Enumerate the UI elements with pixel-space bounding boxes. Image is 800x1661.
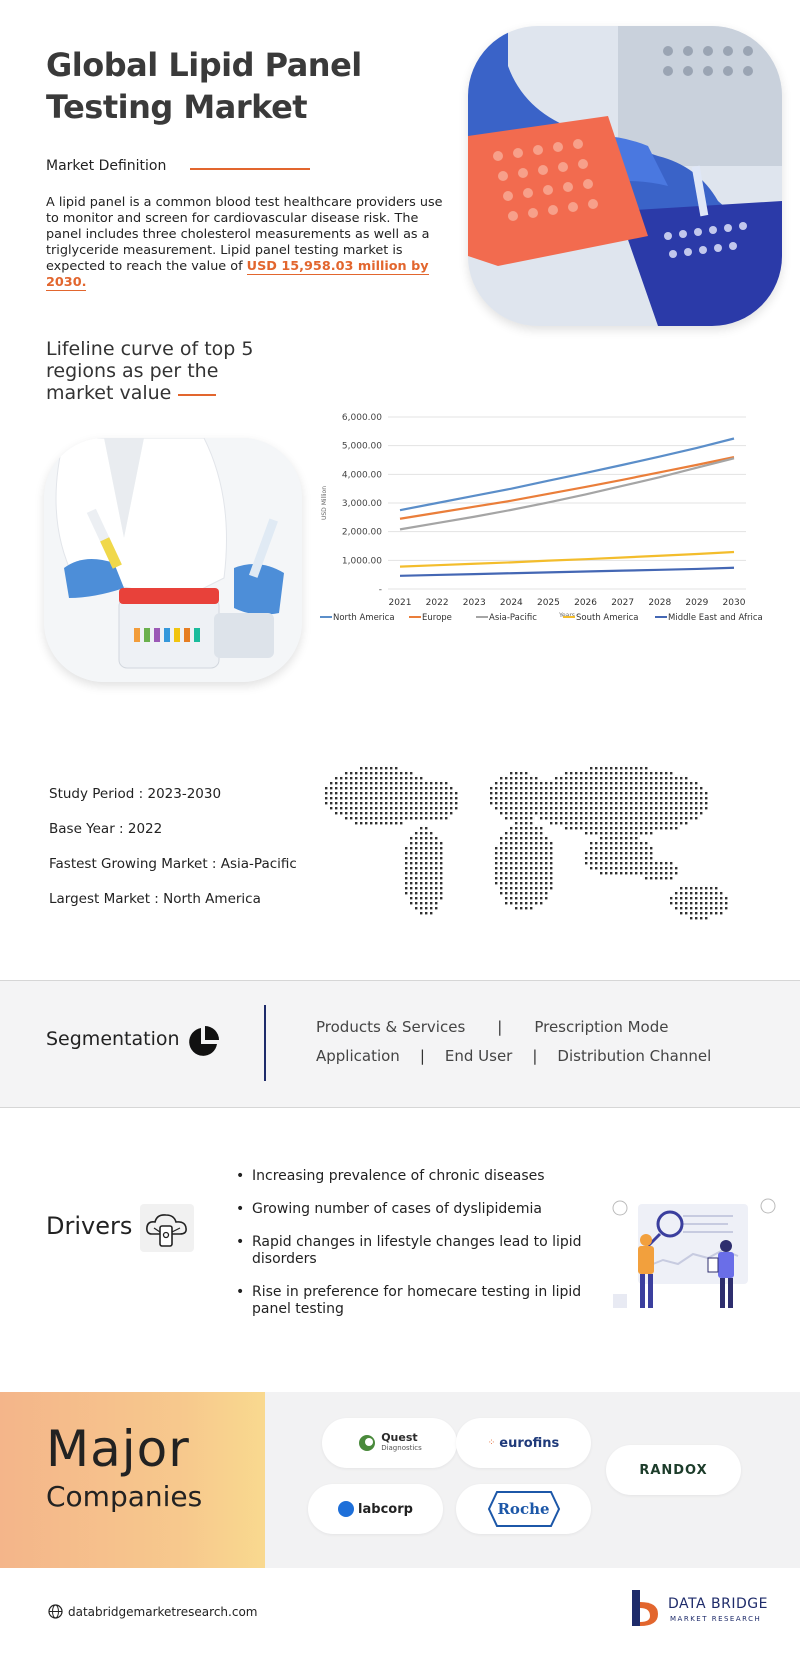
y-tick-label: 4,000.00 [341, 470, 382, 481]
dotted-world-map [318, 760, 758, 940]
quest-icon [357, 1433, 377, 1453]
segmentation-row-1 [316, 1018, 668, 1036]
line-chart-svg [318, 405, 763, 667]
diagnostics-label: Diagnostics [381, 1444, 422, 1452]
driver-item: • Rise in preference for homecare testing in lipid panel testing [236, 1284, 586, 1318]
eurofins-logo [456, 1418, 591, 1468]
companies-heading: Companies [46, 1480, 203, 1513]
legend-entry: North America [333, 613, 395, 623]
roche-label: Roche [497, 1500, 550, 1518]
eurofins-label: eurofins [499, 1435, 560, 1451]
x-tick-label: 2028 [648, 598, 672, 608]
legend-entry: Europe [422, 613, 452, 623]
fastest-growing-market: Fastest Growing Market : Asia-Pacific [49, 856, 297, 872]
definition-highlight: USD 15,958.03 million by 2030. [46, 259, 429, 290]
roche-logo [456, 1484, 591, 1534]
sample-photo-illustration [44, 438, 302, 682]
page-title: Global Lipid Panel Testing Market [46, 46, 362, 126]
labcorp-icon [338, 1501, 354, 1517]
series-line [400, 457, 734, 519]
legend-entry: South America [576, 613, 639, 623]
cloud-device-icon-svg [140, 1204, 194, 1252]
eurofins-dots-icon: ⁘ [487, 1438, 496, 1448]
lab-photo [468, 26, 782, 326]
analysts-illustration [608, 1194, 783, 1314]
definition-text [46, 195, 456, 291]
globe-icon-svg [48, 1604, 63, 1619]
lifeline-underline [178, 394, 216, 396]
lifeline-heading: Lifeline curve of top 5 regions as per the market value [46, 338, 254, 404]
cloud-device-icon [140, 1204, 194, 1252]
y-tick-label: - [378, 585, 382, 595]
segment-separator: | [532, 1047, 538, 1065]
x-tick-label: 2027 [611, 598, 635, 608]
labcorp-logo [308, 1484, 443, 1534]
brand-line-2: MARKET RESEARCH [670, 1615, 762, 1623]
y-tick-label: 5,000.00 [341, 441, 382, 452]
y-axis-label: USD Million [321, 485, 328, 521]
driver-item: • Growing number of cases of dyslipidemia [236, 1201, 586, 1218]
series-line [400, 568, 734, 576]
x-tick-label: 2030 [722, 598, 746, 608]
y-tick-label: 3,000.00 [341, 499, 382, 509]
series-line [400, 552, 734, 567]
pie-chart-icon [185, 1024, 221, 1060]
data-bridge-mark [628, 1588, 664, 1632]
drivers-title: Drivers [46, 1212, 133, 1240]
definition-body: A lipid panel is a common blood test healthcare providers use to monitor and screen for cardiovascular disease risk. The panel includes three cholesterol measurements as well as a triglyceride measurement. Lipid panel testing market is expected to reach the value of [46, 195, 443, 274]
legend-entry: Asia-Pacific [489, 613, 537, 623]
segment-prescription-mode: Prescription Mode [534, 1018, 669, 1036]
website-link[interactable]: databridgemarketresearch.com [68, 1605, 258, 1619]
pie-chart-icon-svg [185, 1024, 221, 1060]
quest-label: Quest [381, 1431, 418, 1444]
data-bridge-logo [628, 1588, 778, 1632]
driver-item: • Increasing prevalence of chronic diseases [236, 1168, 586, 1185]
segmentation-divider [264, 1005, 266, 1081]
definition-underline [190, 168, 310, 170]
quest-diagnostics-logo [322, 1418, 457, 1468]
legend-entry: Middle East and Africa [668, 613, 763, 623]
x-tick-label: 2025 [536, 598, 560, 608]
x-tick-label: 2029 [685, 598, 709, 608]
major-heading: Major [46, 1420, 190, 1478]
segment-end-user: End User [444, 1047, 513, 1065]
x-tick-label: 2026 [574, 598, 598, 608]
analysts-illustration-svg [608, 1194, 783, 1314]
x-tick-label: 2021 [388, 598, 412, 608]
x-axis-label: Years [559, 612, 575, 619]
drivers-list [236, 1168, 586, 1334]
brand-line-1: DATA BRIDGE [668, 1596, 768, 1612]
x-tick-label: 2023 [462, 598, 486, 608]
series-line [400, 458, 734, 529]
y-tick-label: 6,000.00 [341, 413, 382, 423]
randox-label: RANDOX [639, 1462, 708, 1478]
world-map [318, 760, 758, 940]
randox-logo [606, 1445, 741, 1495]
globe-icon [48, 1604, 63, 1619]
x-tick-label: 2022 [425, 598, 449, 608]
segment-products-services: Products & Services [316, 1018, 466, 1036]
x-tick-label: 2024 [499, 598, 523, 608]
definition-label: Market Definition [46, 158, 167, 174]
lifeline-chart [318, 405, 763, 667]
segment-separator: | [497, 1018, 503, 1036]
y-tick-label: 2,000.00 [341, 527, 382, 538]
segment-separator: | [419, 1047, 425, 1065]
largest-market: Largest Market : North America [49, 891, 261, 907]
base-year: Base Year : 2022 [49, 821, 163, 837]
driver-item: • Rapid changes in lifestyle changes lead to lipid disorders [236, 1234, 586, 1268]
segment-application: Application [316, 1047, 400, 1065]
study-period: Study Period : 2023-2030 [49, 786, 222, 802]
map-dots [325, 767, 727, 919]
segmentation-row-2 [316, 1047, 711, 1065]
y-tick-label: 1,000.00 [341, 556, 382, 567]
lab-photo-illustration [468, 26, 782, 326]
labcorp-label: labcorp [358, 1501, 413, 1517]
segmentation-title: Segmentation [46, 1028, 180, 1050]
sample-photo [44, 438, 302, 682]
segment-distribution-channel: Distribution Channel [557, 1047, 712, 1065]
